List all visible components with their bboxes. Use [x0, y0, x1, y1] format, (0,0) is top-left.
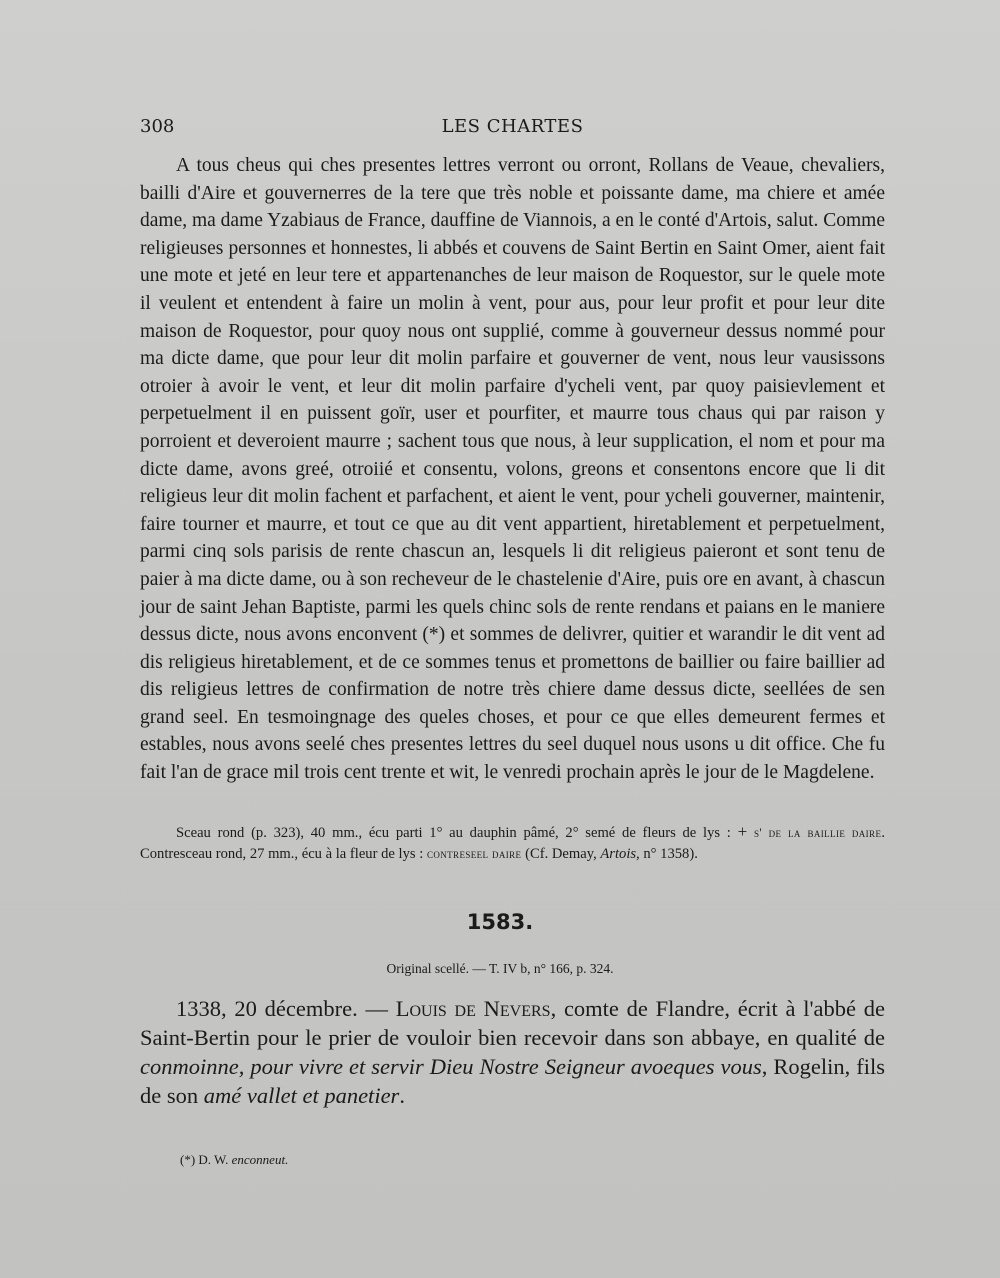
cross-symbol: +	[737, 822, 748, 841]
source-line: Original scellé. — T. IV b, n° 166, p. 324.	[386, 961, 614, 976]
counterseal-legend: contreseel daire	[426, 847, 522, 861]
summary-text-3: .	[399, 1083, 405, 1108]
summary-text-1: , comte de Flandre, écrit à l'abbé de Saint-Bertin pour le prier de vouloir bien recevoir dans son abbaye, en qualité de	[140, 996, 885, 1050]
summary-quote-2: amé vallet et panetier	[203, 1083, 400, 1108]
summary-quote-1: conmoinne, pour vivre et servir Dieu Nostre Seigneur avoeques vous	[140, 1054, 762, 1079]
running-title: LES CHARTES	[441, 116, 584, 137]
document-summary	[140, 994, 885, 1110]
footnote	[180, 1152, 288, 1168]
seal-text-1: Sceau rond (p. 323), 40 mm., écu parti 1° au dauphin pâmé, 2° semé de fleurs de lys :	[176, 825, 731, 841]
seal-description	[140, 821, 885, 865]
charter-text-block	[140, 152, 885, 787]
seal-legend: s' de la baillie daire	[753, 826, 882, 840]
footnote-marker: (*) D. W.	[180, 1152, 229, 1167]
summary-date: 1338, 20 décembre. —	[176, 996, 388, 1021]
running-header	[140, 116, 885, 146]
seal-text-2: . Contresceau rond, 27 mm., écu à la fleur de lys :	[140, 825, 886, 862]
page-number: 308	[140, 116, 175, 137]
charter-paragraph: A tous cheus qui ches presentes lettres verront ou orront, Rollans de Veaue, chevaliers, bailli d'Aire et gouvernerres de la tere que très noble et poissante dame, ma chiere et amée dame, ma dame Yzabiaus de France, dauffine de Viannois, a en le conté d'Artois, salut. Comme religieuses personnes et honnestes, li abbés et couvens de Saint Bertin en Saint Omer, aient fait une mote et jeté en leur tere et appartenanches de leur maison de Roquestor, sur le quele mote il veulent et entendent à faire un molin à vent, pour aus, pour leur profit et pour leur dite maison de Roquestor, pour quoy nous ont supplié, comme à gouverneur dessus nommé pour ma dicte dame, que pour leur dit molin parfaire et gouverner de vent, nous leur vausissons otroier à avoir le vent, et leur dit molin parfaire d'ycheli vent, par quoy paisievlement et perpetuelment il en puissent goïr, user et pourfiter, et maurre tous chaus qui par raison y porroient et deveroient maurre ; sachent tous que nous, à leur supplication, el nom et pour ma dicte dame, avons greé, otroiié et consentu, volons, greons et consentons encore que li dit religieus leur dit molin fachent et parfachent, et aient le vent, pour ycheli gouverner, maintenir, faire tourner et maurre, et tout ce que au dit vent appartient, hiretablement et perpetuelment, parmi cinq sols parisis de rente chascun an, lesquels li dit religieus paieront et sont tenu de paier à ma dicte dame, ou à son recheveur de le chastelenie d'Aire, puis ore en avant, à chascun jour de saint Jehan Baptiste, parmi les quels chinc sols de rente rendans et paians en le maniere dessus dicte, nous avons enconvent (*) et sommes de delivrer, quitier et warandir le dit vent ad dis religieus hiretablement, et de ce sommes tenus et promettons de baillier ou faire baillier ad dis religieus lettres de confirmation de notre très chiere dame dessus dicte, seellées de sen grand seel. En tesmoingnage des queles choses, et pour ce que elles demeurent fermes et estables, nous avons seelé ches presentes lettres du seel duquel nous usons u dit office. Che fu fait l'an de grace mil trois cent trente et wit, le venredi prochain après le jour de le Magdelene.	[140, 155, 885, 784]
summary-paragraph	[140, 994, 885, 1110]
footnote-text: enconneut.	[231, 1152, 289, 1167]
seal-text-3: (Cf. Demay,	[525, 846, 597, 862]
document-number: 1583.	[466, 910, 534, 934]
summary-text-2: , Rogelin, fils de son	[140, 1054, 885, 1108]
summary-person-name: Louis de Nevers	[395, 996, 551, 1021]
seal-text-4: n° 1358).	[643, 846, 698, 862]
seal-reference-italic: Artois,	[600, 846, 640, 862]
seal-paragraph	[140, 821, 885, 865]
